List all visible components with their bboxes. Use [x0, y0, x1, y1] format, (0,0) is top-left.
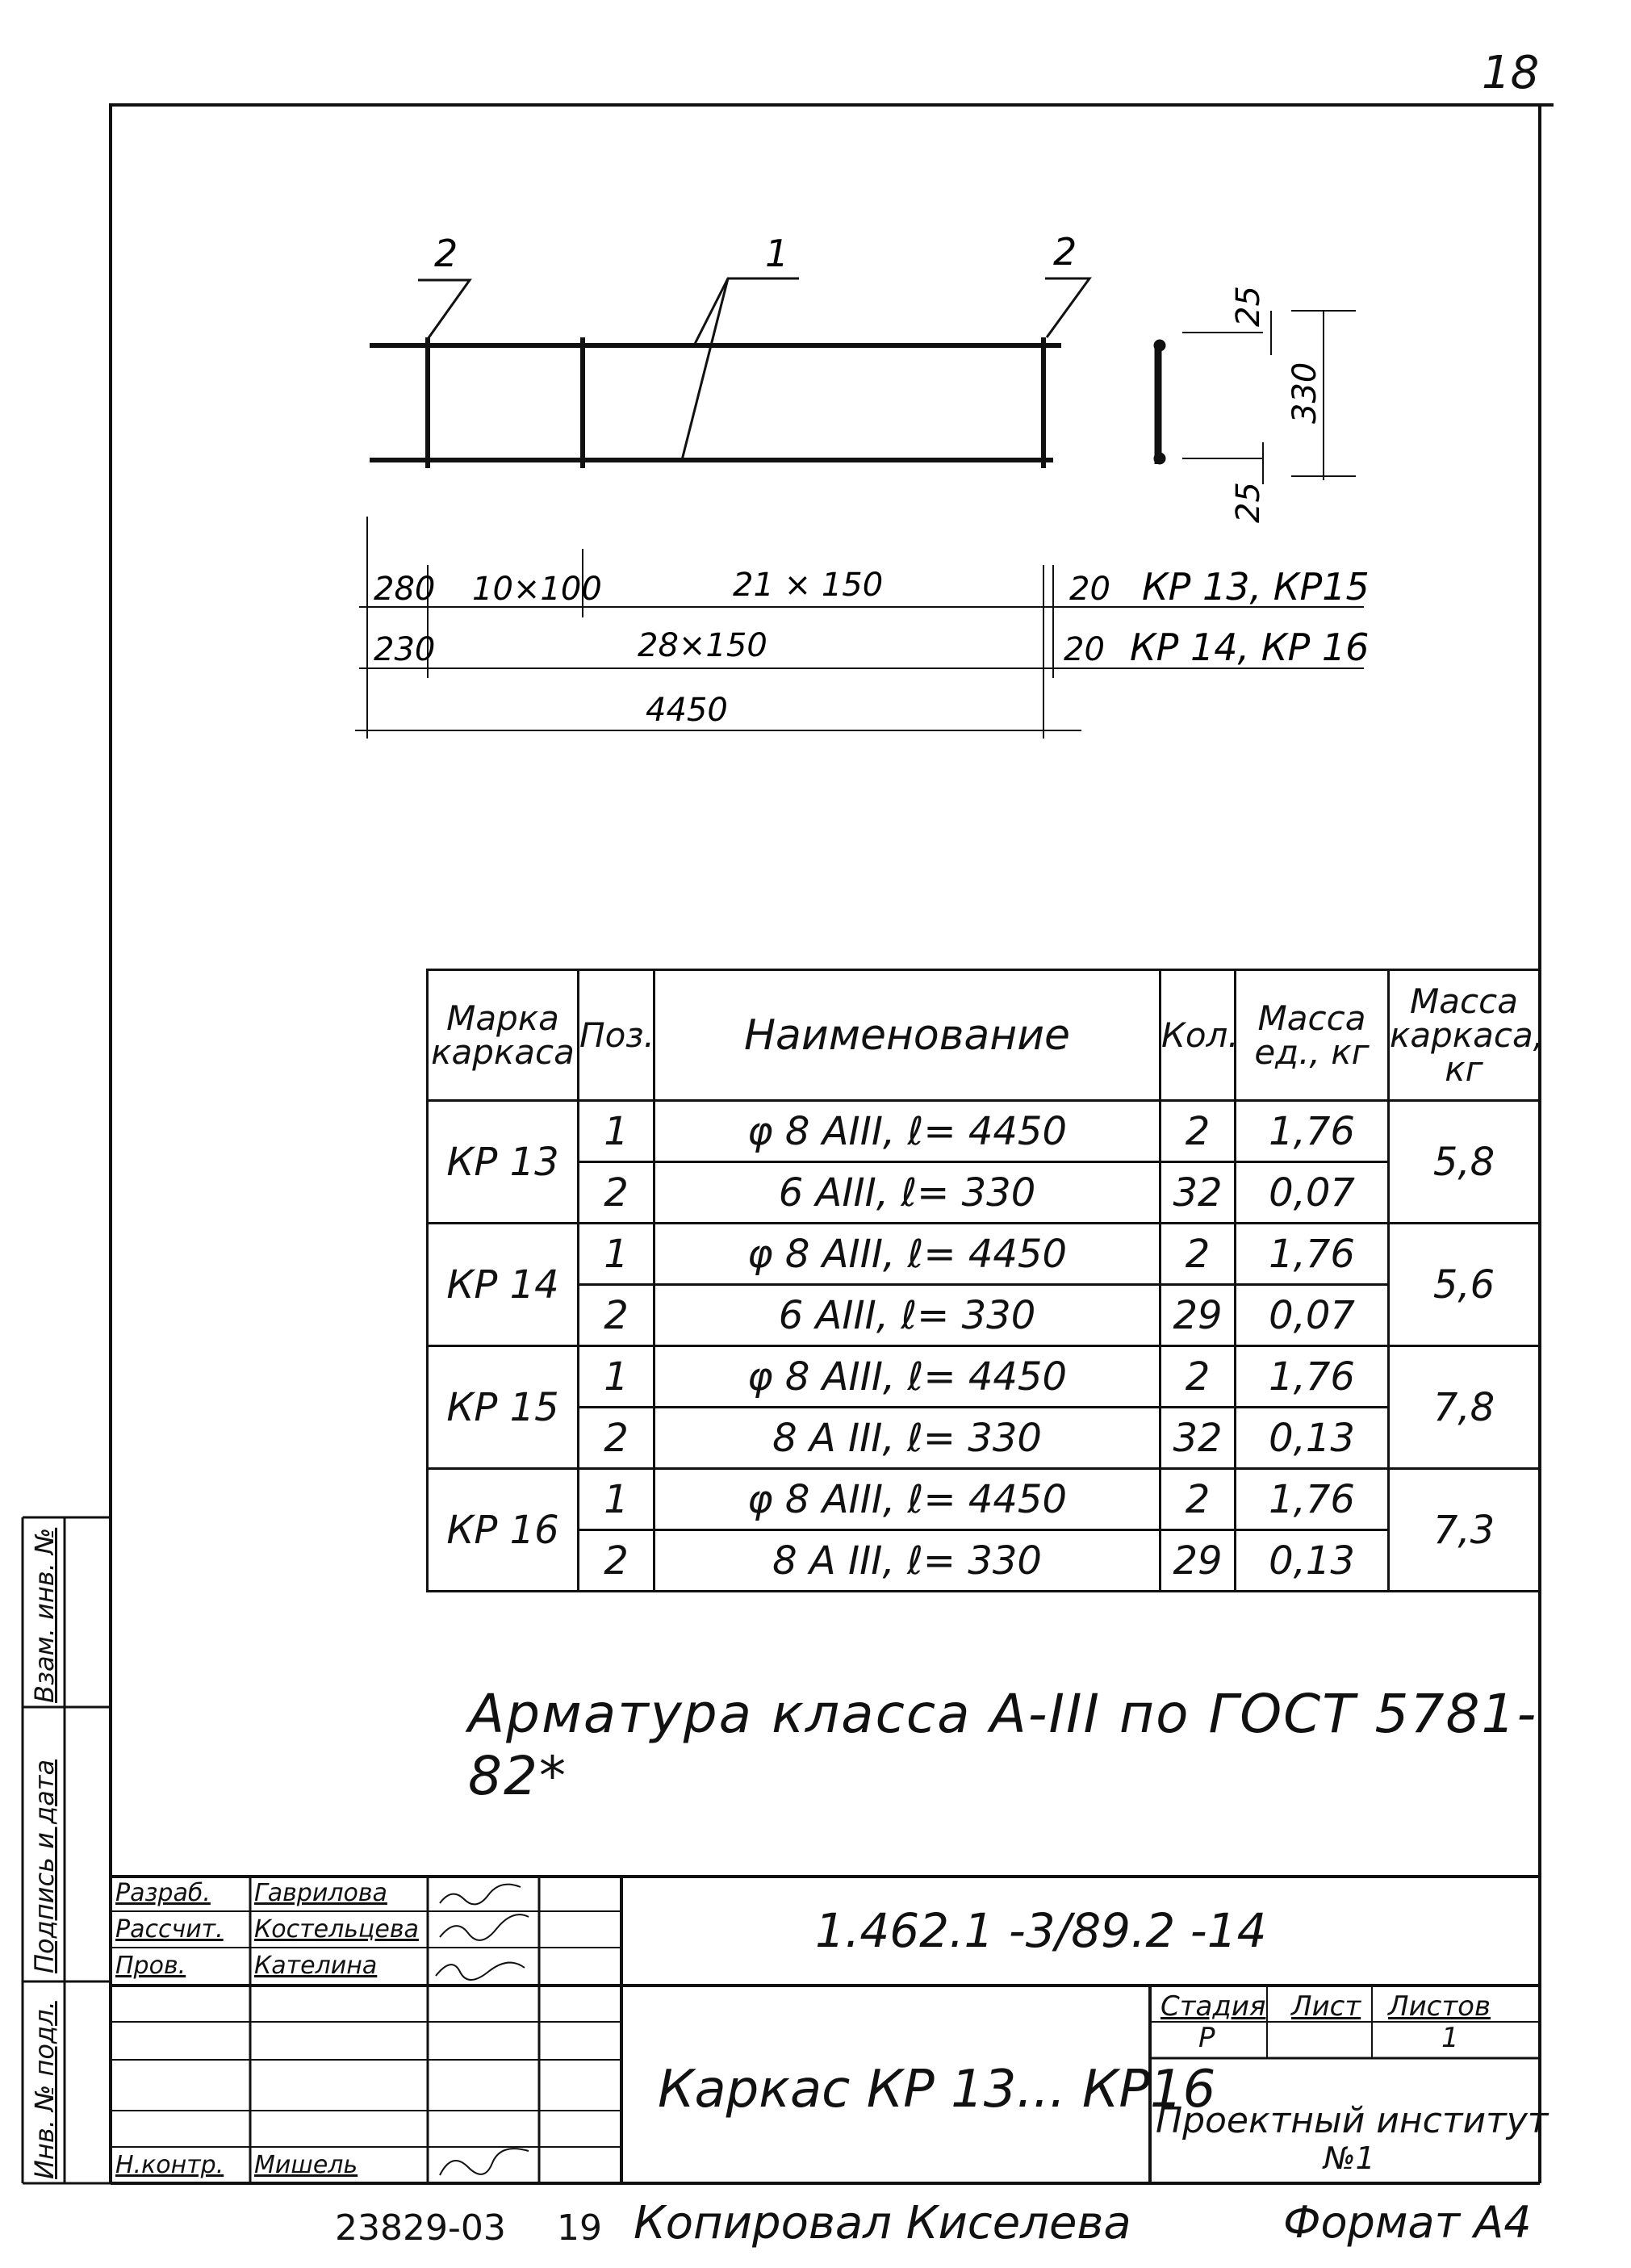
qty-cell: 2 — [1161, 1101, 1236, 1162]
dim-230: 230 — [374, 631, 436, 668]
signer-role: Рассчит. — [115, 1915, 224, 1944]
unit-mass-cell: 0,13 — [1236, 1408, 1389, 1469]
dim-10x100: 10×100 — [472, 571, 602, 608]
table-row — [428, 1101, 1540, 1162]
dim-28x150: 28×150 — [638, 627, 767, 664]
sheet-format: Формат А4 — [1283, 2197, 1532, 2248]
reinforcement-note: Арматура класса А-III по ГОСТ 5781-82* — [468, 1683, 1538, 1807]
section-top-dot — [1154, 340, 1165, 351]
signature-2 — [440, 1914, 529, 1940]
stage-label: Стадия — [1161, 1990, 1266, 2023]
section-dim-25-top: 25 — [1230, 286, 1267, 327]
frame-mark-cell: КР 16 — [428, 1469, 579, 1592]
document-code: 1.462.1 -3/89.2 -14 — [815, 1903, 1267, 1958]
unit-mass-cell: 1,76 — [1236, 1346, 1389, 1408]
callout-pos2-right: 2 — [1053, 230, 1077, 274]
section-bottom-dot — [1154, 453, 1165, 464]
name-cell: 8 А III, ℓ= 330 — [654, 1530, 1161, 1592]
unit-mass-cell: 0,13 — [1236, 1530, 1389, 1592]
qty-cell: 2 — [1161, 1469, 1236, 1530]
pos-cell: 1 — [579, 1224, 654, 1285]
unit-mass-cell: 0,07 — [1236, 1162, 1389, 1224]
frame-mass-cell: 5,8 — [1389, 1101, 1540, 1224]
frame-mass-cell: 7,8 — [1389, 1346, 1540, 1469]
unit-mass-cell: 0,07 — [1236, 1285, 1389, 1346]
unit-mass-cell: 1,76 — [1236, 1101, 1389, 1162]
table-row — [428, 1224, 1540, 1285]
qty-cell: 2 — [1161, 1224, 1236, 1285]
frame-mass-cell: 7,3 — [1389, 1469, 1540, 1592]
frame-mark-cell: КР 13 — [428, 1101, 579, 1224]
signature-3 — [436, 1963, 525, 1980]
qty-cell: 32 — [1161, 1162, 1236, 1224]
header-qty: Кол. — [1161, 970, 1236, 1101]
pos-cell: 2 — [579, 1285, 654, 1346]
header-unit-mass: Масса ед., кг — [1236, 970, 1389, 1101]
signature-4 — [440, 2149, 529, 2175]
table-row — [428, 1408, 1540, 1469]
unit-mass-cell: 1,76 — [1236, 1469, 1389, 1530]
pos-cell: 2 — [579, 1162, 654, 1224]
header-name: Наименование — [654, 970, 1161, 1101]
qty-cell: 32 — [1161, 1408, 1236, 1469]
dim-row2-marks: КР 14, КР 16 — [1130, 626, 1370, 669]
dim-row2-20: 20 — [1064, 631, 1105, 668]
leader-pos2-left — [418, 280, 470, 339]
pos-cell: 1 — [579, 1346, 654, 1408]
signer-role: Н.контр. — [115, 2151, 224, 2179]
table-row — [428, 1469, 1540, 1530]
signer-name: Костельцева — [254, 1915, 419, 1944]
sheet-number: 18 — [1482, 47, 1540, 99]
pos-cell: 2 — [579, 1408, 654, 1469]
dim-row1-20: 20 — [1069, 571, 1110, 608]
callout-pos2-left: 2 — [434, 232, 458, 275]
table-row — [428, 1162, 1540, 1224]
stage-value: Р — [1198, 2022, 1215, 2054]
signer-name: Мишель — [254, 2151, 358, 2179]
header-pos: Поз. — [579, 970, 654, 1101]
signer-role: Пров. — [115, 1952, 186, 1980]
table-row — [428, 1285, 1540, 1346]
dim-21x150: 21 × 150 — [733, 567, 884, 604]
section-dim-25-bottom: 25 — [1230, 482, 1267, 523]
qty-cell: 29 — [1161, 1285, 1236, 1346]
qty-cell: 29 — [1161, 1530, 1236, 1592]
inventory-page: 19 — [557, 2207, 602, 2249]
name-cell: φ 8 АIII, ℓ= 4450 — [654, 1224, 1161, 1285]
qty-cell: 2 — [1161, 1346, 1236, 1408]
signer-role: Разраб. — [115, 1879, 211, 1907]
spec-table — [426, 969, 1545, 1592]
organization-number: №1 — [1324, 2140, 1375, 2176]
signer-name: Кателина — [254, 1952, 378, 1980]
table-row — [428, 1346, 1540, 1408]
header-frame-mass: Масса каркаса, кг — [1389, 970, 1540, 1101]
header-frame-mark: Марка каркаса — [428, 970, 579, 1101]
section-dim-330-text: 330 — [1286, 362, 1324, 424]
unit-mass-cell: 1,76 — [1236, 1224, 1389, 1285]
copied-by: Копировал Киселева — [634, 2197, 1131, 2249]
name-cell: φ 8 АIII, ℓ= 4450 — [654, 1346, 1161, 1408]
pos-cell: 2 — [579, 1530, 654, 1592]
dim-row1-marks: КР 13, КР15 — [1142, 565, 1370, 609]
leader-pos2-right — [1045, 278, 1089, 337]
dim-overall-4450: 4450 — [646, 692, 728, 729]
side-stamp-replace-inv: Взам. инв. № — [29, 1527, 60, 1703]
sheet-value: 1 — [1441, 2022, 1459, 2054]
leader-pos1-a — [694, 278, 799, 345]
name-cell: 6 АIII, ℓ= 330 — [654, 1285, 1161, 1346]
leader-pos1-b — [682, 278, 728, 460]
frame-mark-cell: КР 15 — [428, 1346, 579, 1469]
dim-280: 280 — [374, 571, 436, 608]
sheets-label: Листов — [1388, 1990, 1491, 2023]
name-cell: 6 АIII, ℓ= 330 — [654, 1162, 1161, 1224]
document-title: Каркас КР 13... КР16 — [658, 2060, 1216, 2119]
signer-name: Гаврилова — [254, 1879, 387, 1907]
side-stamp-inv-orig: Инв. № подл. — [29, 2001, 60, 2179]
frame-mark-cell: КР 14 — [428, 1224, 579, 1346]
side-stamp-sign-date: Подпись и дата — [29, 1759, 60, 1973]
inventory-number: 23829-03 — [335, 2207, 506, 2249]
organization-name: Проектный институт — [1156, 2100, 1549, 2141]
name-cell: φ 8 АIII, ℓ= 4450 — [654, 1101, 1161, 1162]
name-cell: 8 А III, ℓ= 330 — [654, 1408, 1161, 1469]
callout-pos1: 1 — [765, 232, 789, 275]
name-cell: φ 8 АIII, ℓ= 4450 — [654, 1469, 1161, 1530]
table-row — [428, 1530, 1540, 1592]
frame-mass-cell: 5,6 — [1389, 1224, 1540, 1346]
spec-header-row — [428, 970, 1540, 1101]
pos-cell: 1 — [579, 1469, 654, 1530]
sheet-label: Лист — [1291, 1990, 1361, 2023]
pos-cell: 1 — [579, 1101, 654, 1162]
signature-1 — [440, 1885, 521, 1905]
